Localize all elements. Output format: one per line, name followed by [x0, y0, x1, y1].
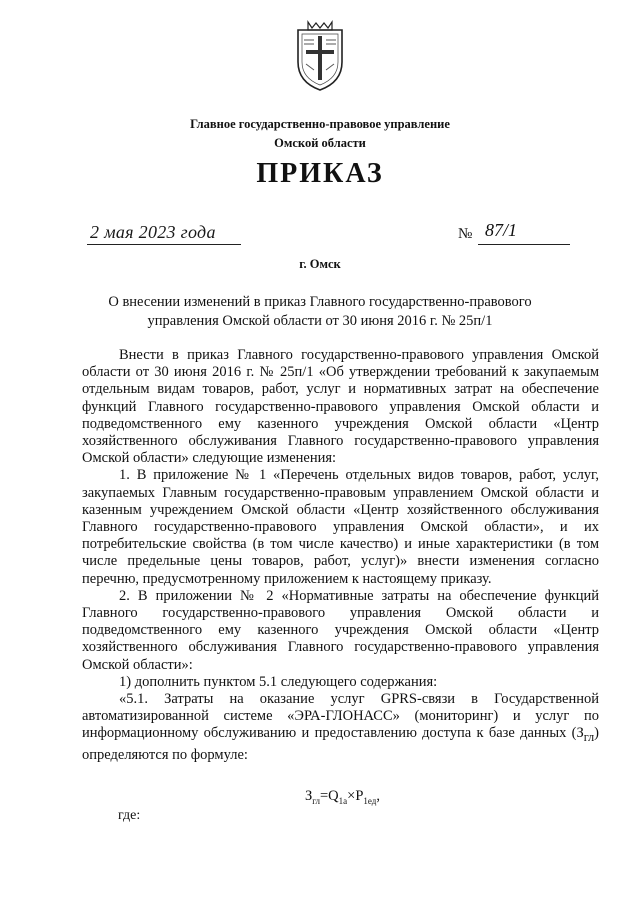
quote-end-text: ) определяются по формуле: — [82, 725, 599, 763]
formula-lhs: З — [305, 788, 313, 804]
org-name-line2: Омской области — [274, 136, 366, 150]
city-name: г. Омск — [299, 257, 341, 271]
number-underline — [478, 244, 570, 245]
org-name-line1: Главное государственно-правовое управление — [190, 117, 450, 131]
coat-of-arms-emblem — [294, 20, 346, 94]
handwritten-number: 87/1 — [485, 220, 518, 240]
item-2-quote — [82, 691, 599, 764]
formula-p-sub: 1ед — [363, 795, 377, 806]
handwritten-date: 2 мая 2023 года — [90, 222, 216, 242]
document-title: ПРИКАЗ — [256, 158, 384, 189]
formula — [305, 788, 380, 806]
formula-lhs-sub: гл — [312, 795, 320, 806]
number-label: № — [458, 226, 473, 242]
item-2-sub-1: 1) дополнить пунктом 5.1 следующего содержания: — [119, 673, 438, 690]
document-subject: О внесении изменений в приказ Главного государственно-правового управления Омской области от 30 июня 2016 г. № 25п/1 — [108, 294, 532, 329]
formula-eq: =Q — [320, 788, 339, 804]
item-2-paragraph: 2. В приложении № 2 «Нормативные затраты на обеспечение функций Главного государственно-правового управления Омской области и подведомственного ему казенного учреждения Омской области «Центр хозяйственного обслуживания Главного государственно-правового управления Омской области»: — [82, 587, 599, 673]
intro-paragraph: Внести в приказ Главного государственно-правового управления Омской области от 30 июня 2016 г. № 25п/1 «Об утверждении требований к закупаемым отдельным видам товаров, работ, услуг и нормативных затрат на обеспечение функций Главного государственно-правового управления Омской области и подведомственного ему казенного учреждения Омской области «Центр хозяйственного обслуживания Главного государственно-правового управления Омской области» следующие изменения: — [82, 347, 599, 467]
document-body — [82, 347, 599, 764]
formula-times: ×P — [347, 788, 364, 804]
date-underline — [87, 244, 241, 245]
formula-q-sub: 1а — [338, 795, 348, 806]
quote-main-text: «5.1. Затраты на оказание услуг GPRS-связи в Государственной автоматизированной системе «ЭРА-ГЛОНАСС» (мониторинг) и услуг по информационному обслуживанию и предоставлению доступа к базе данных (З — [82, 691, 599, 742]
item-1-paragraph: 1. В приложение № 1 «Перечень отдельных видов товаров, работ, услуг, закупаемых Главным государственно-правовым управлением Омской области и казенным учреждением Омской области «Центр хозяйственного обслуживания Главного государственно-правового управления Омской области», и их потребительские свойства (в том числе качество) и иные характеристики (в том числе предельные цены товаров, работ, услуг)» внести изменения согласно перечню, предусмотренному приложением к настоящему приказу. — [82, 467, 599, 587]
quote-subscript: гл — [583, 730, 595, 745]
formula-end: , — [376, 788, 380, 804]
where-label: где: — [118, 808, 141, 823]
